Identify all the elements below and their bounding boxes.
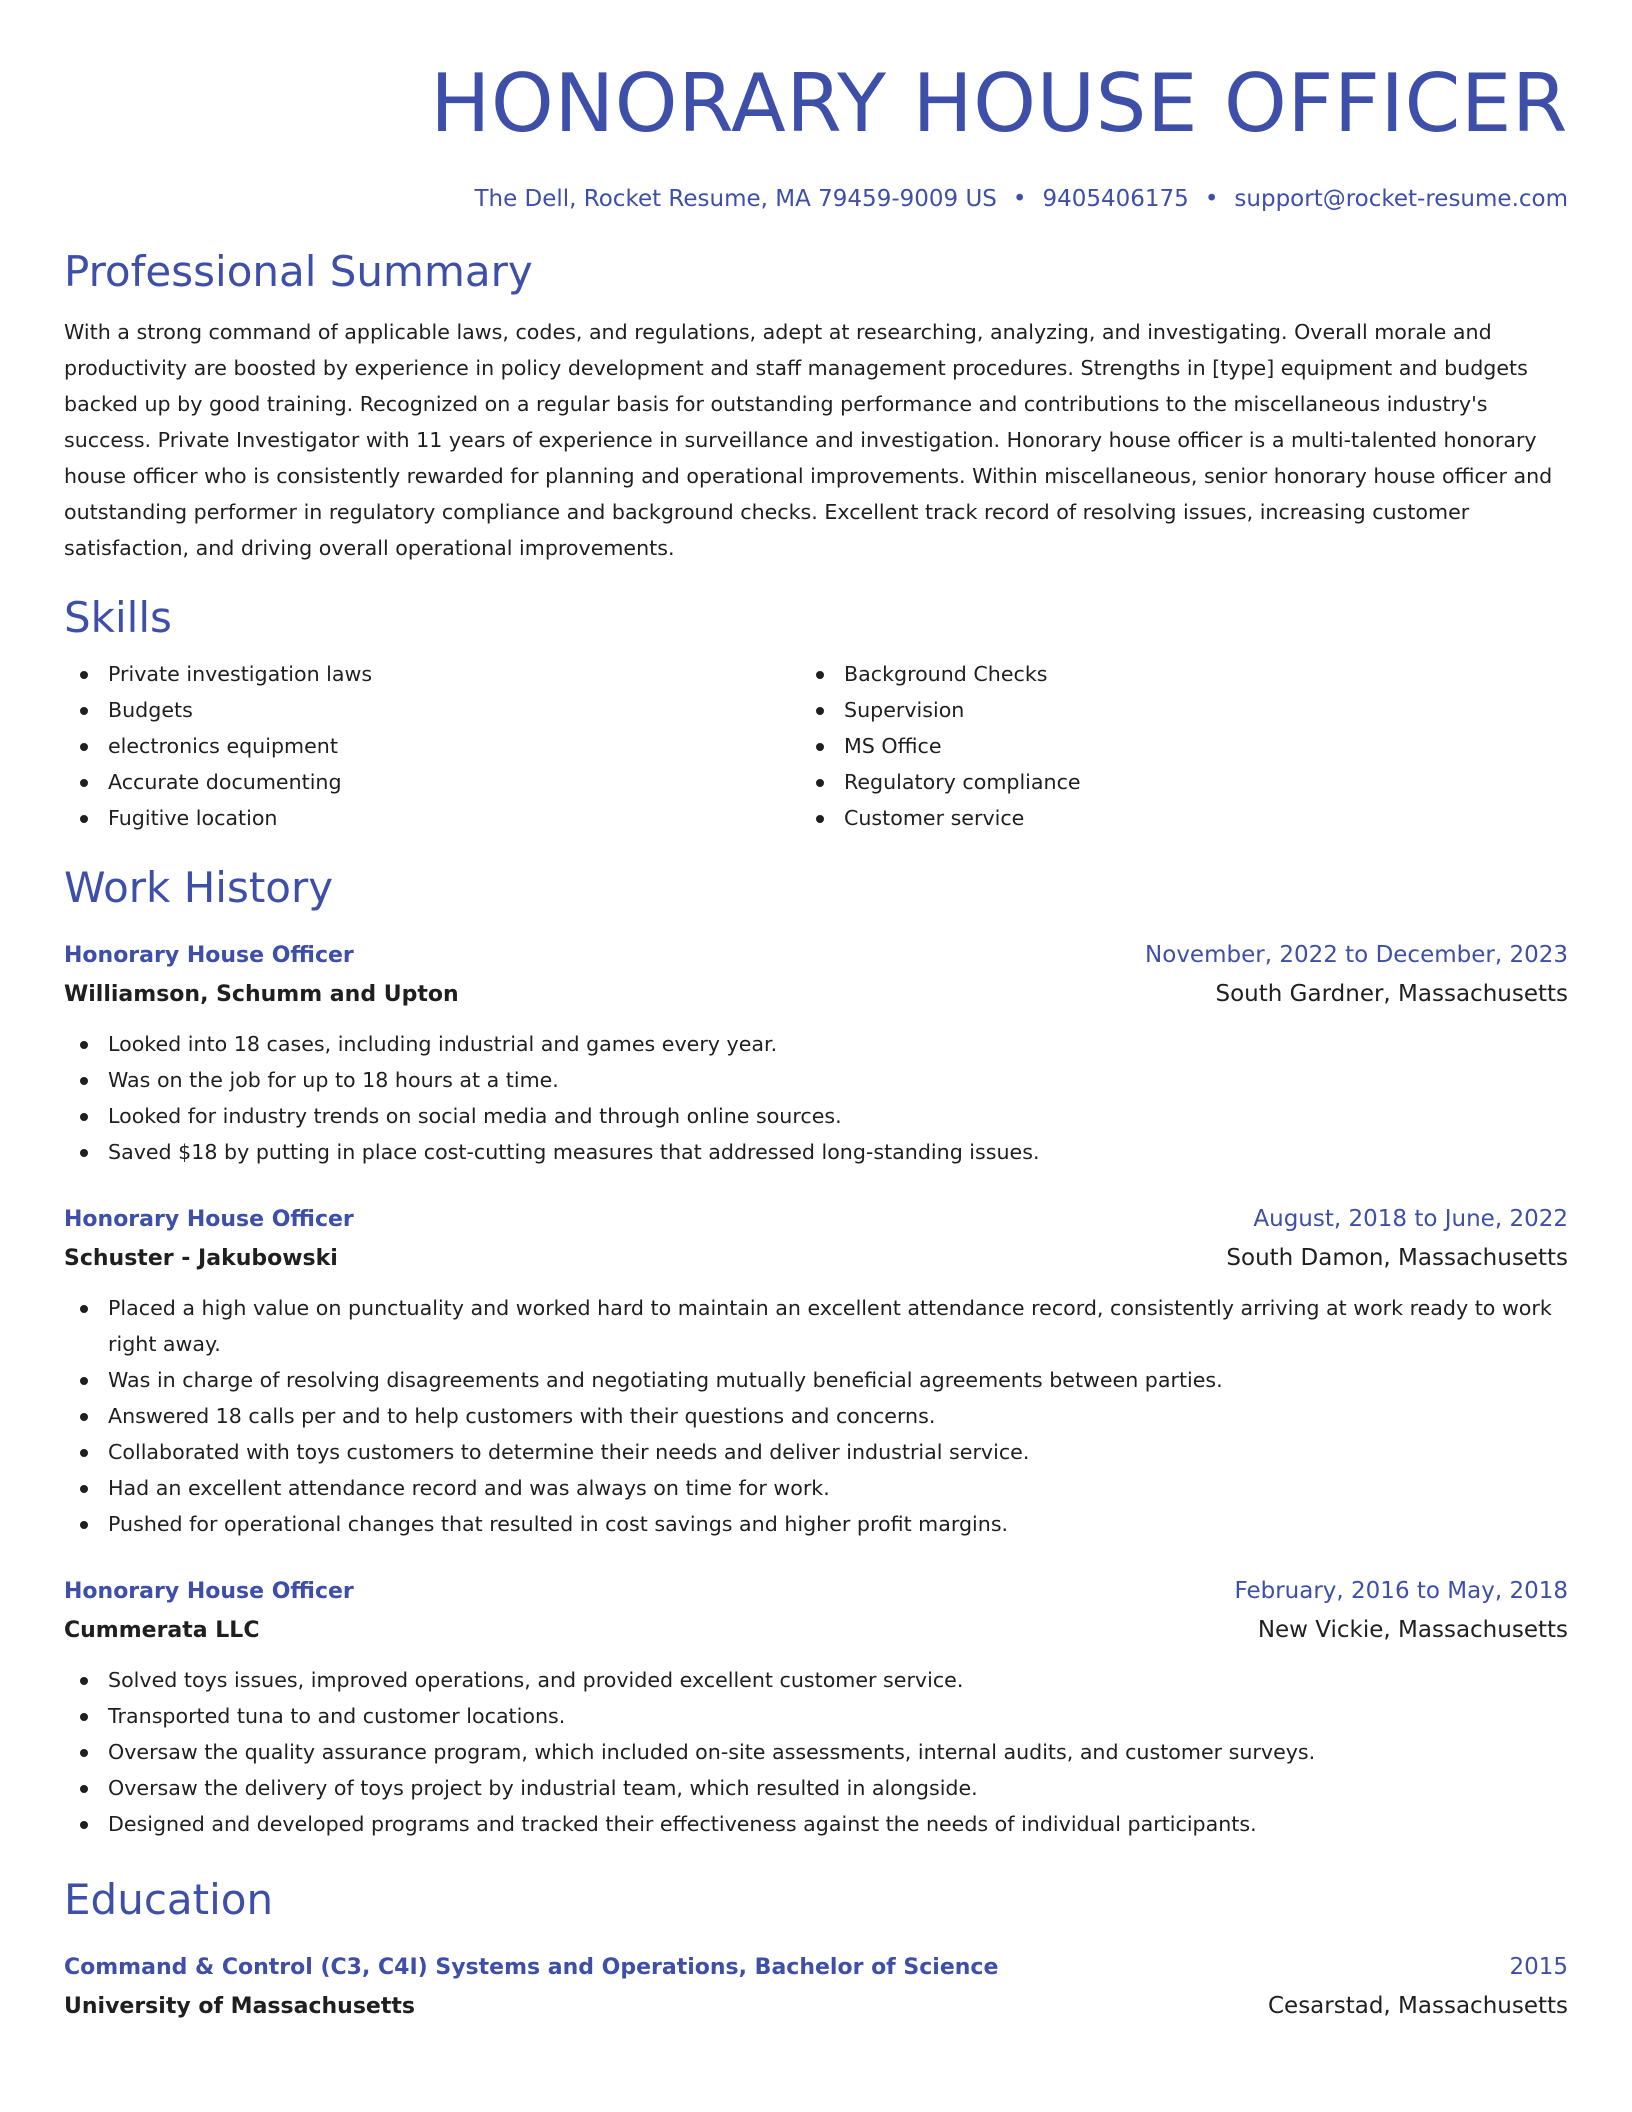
skill-item: Accurate documenting	[64, 764, 800, 800]
job-bullets	[64, 1026, 1568, 1170]
job-entry	[64, 1572, 1568, 1842]
education-section	[64, 1874, 1568, 2026]
skill-item: Supervision	[800, 692, 1536, 728]
job-location: South Damon, Massachusetts	[1226, 1245, 1568, 1271]
education-degree: Command & Control (C3, C4I) Systems and Operations, Bachelor of Science	[64, 1955, 999, 1980]
job-bullets	[64, 1662, 1568, 1842]
job-bullet: Designed and developed programs and tracked their effectiveness against the needs of individual participants.	[64, 1806, 1568, 1842]
job-bullet: Placed a high value on punctuality and worked hard to maintain an excellent attendance record, consistently arriving at work ready to work right away.	[64, 1290, 1568, 1362]
section-title-work: Work History	[64, 863, 334, 912]
skill-item: Customer service	[800, 800, 1536, 836]
skill-item: Budgets	[64, 692, 800, 728]
skill-item: Regulatory compliance	[800, 764, 1536, 800]
candidate-name: HONORARY HOUSE OFFICER	[430, 57, 1568, 150]
job-title: Honorary House Officer	[64, 943, 354, 968]
job-company: Williamson, Schumm and Upton	[64, 982, 459, 1007]
education-entry	[64, 1948, 1568, 2026]
job-bullet: Oversaw the quality assurance program, which included on-site assessments, internal audits, and customer surveys.	[64, 1734, 1568, 1770]
job-bullet: Collaborated with toys customers to determine their needs and deliver industrial service.	[64, 1434, 1568, 1470]
summary-section	[64, 246, 1568, 566]
skills-columns	[64, 656, 1568, 836]
job-bullets	[64, 1290, 1568, 1542]
summary-text: With a strong command of applicable laws, codes, and regulations, adept at researching, analyzing, and investigating. Overall morale and productivity are boosted by experience in policy development and staff management procedures. Strengths in [type] equipment and budgets backed up by good training. Recognized on a regular basis for outstanding performance and contributions to the miscellaneous industry's success. Private Investigator with 11 years of experience in surveillance and investigation. Honorary house officer is a multi-talented honorary house officer who is consistently rewarded for planning and operational improvements. Within miscellaneous, senior honorary house officer and outstanding performer in regulatory compliance and background checks. Excellent track record of resolving issues, increasing customer satisfaction, and driving overall operational improvements.	[64, 320, 1553, 560]
skill-item: electronics equipment	[64, 728, 800, 764]
contact-separator: •	[1012, 186, 1027, 212]
job-dates: February, 2016 to May, 2018	[1234, 1578, 1568, 1604]
skills-list-right	[800, 656, 1536, 836]
education-location: Cesarstad, Massachusetts	[1267, 1993, 1568, 2019]
job-company: Schuster - Jakubowski	[64, 1246, 338, 1271]
job-location: New Vickie, Massachusetts	[1257, 1617, 1568, 1643]
job-bullet: Looked into 18 cases, including industrial and games every year.	[64, 1026, 1568, 1062]
job-bullet: Transported tuna to and customer locations.	[64, 1698, 1568, 1734]
job-location: South Gardner, Massachusetts	[1215, 981, 1568, 1007]
job-bullet: Looked for industry trends on social media and through online sources.	[64, 1098, 1568, 1134]
contact-address: The Dell, Rocket Resume, MA 79459-9009 US	[474, 186, 997, 212]
job-bullet: Pushed for operational changes that resulted in cost savings and higher profit margins.	[64, 1506, 1568, 1542]
job-dates: August, 2018 to June, 2022	[1253, 1206, 1568, 1232]
job-bullet: Oversaw the delivery of toys project by industrial team, which resulted in alongside.	[64, 1770, 1568, 1806]
skill-item: MS Office	[800, 728, 1536, 764]
section-title-education: Education	[64, 1875, 274, 1924]
section-title-skills: Skills	[64, 593, 172, 642]
section-title-summary: Professional Summary	[64, 247, 533, 296]
skills-section	[64, 592, 1568, 836]
contact-email: support@rocket-resume.com	[1234, 186, 1568, 212]
job-bullet: Answered 18 calls per and to help customers with their questions and concerns.	[64, 1398, 1568, 1434]
skill-item: Fugitive location	[64, 800, 800, 836]
work-history-section	[64, 862, 1568, 1842]
job-bullet: Had an excellent attendance record and was always on time for work.	[64, 1470, 1568, 1506]
job-entry	[64, 936, 1568, 1170]
contact-line	[64, 184, 1568, 214]
job-bullet: Was in charge of resolving disagreements and negotiating mutually beneficial agreements between parties.	[64, 1362, 1568, 1398]
contact-phone: 9405406175	[1042, 186, 1189, 212]
skills-list-left	[64, 656, 800, 836]
job-title: Honorary House Officer	[64, 1207, 354, 1232]
job-entry	[64, 1200, 1568, 1542]
job-title: Honorary House Officer	[64, 1579, 354, 1604]
skill-item: Private investigation laws	[64, 656, 800, 692]
job-bullet: Solved toys issues, improved operations, and provided excellent customer service.	[64, 1662, 1568, 1698]
education-school: University of Massachusetts	[64, 1994, 415, 2019]
resume-header	[64, 56, 1568, 214]
contact-separator: •	[1204, 186, 1219, 212]
job-company: Cummerata LLC	[64, 1618, 260, 1643]
job-bullet: Saved $18 by putting in place cost-cutting measures that addressed long-standing issues.	[64, 1134, 1568, 1170]
education-year: 2015	[1509, 1954, 1568, 1980]
skill-item: Background Checks	[800, 656, 1536, 692]
job-dates: November, 2022 to December, 2023	[1145, 942, 1568, 968]
job-bullet: Was on the job for up to 18 hours at a time.	[64, 1062, 1568, 1098]
